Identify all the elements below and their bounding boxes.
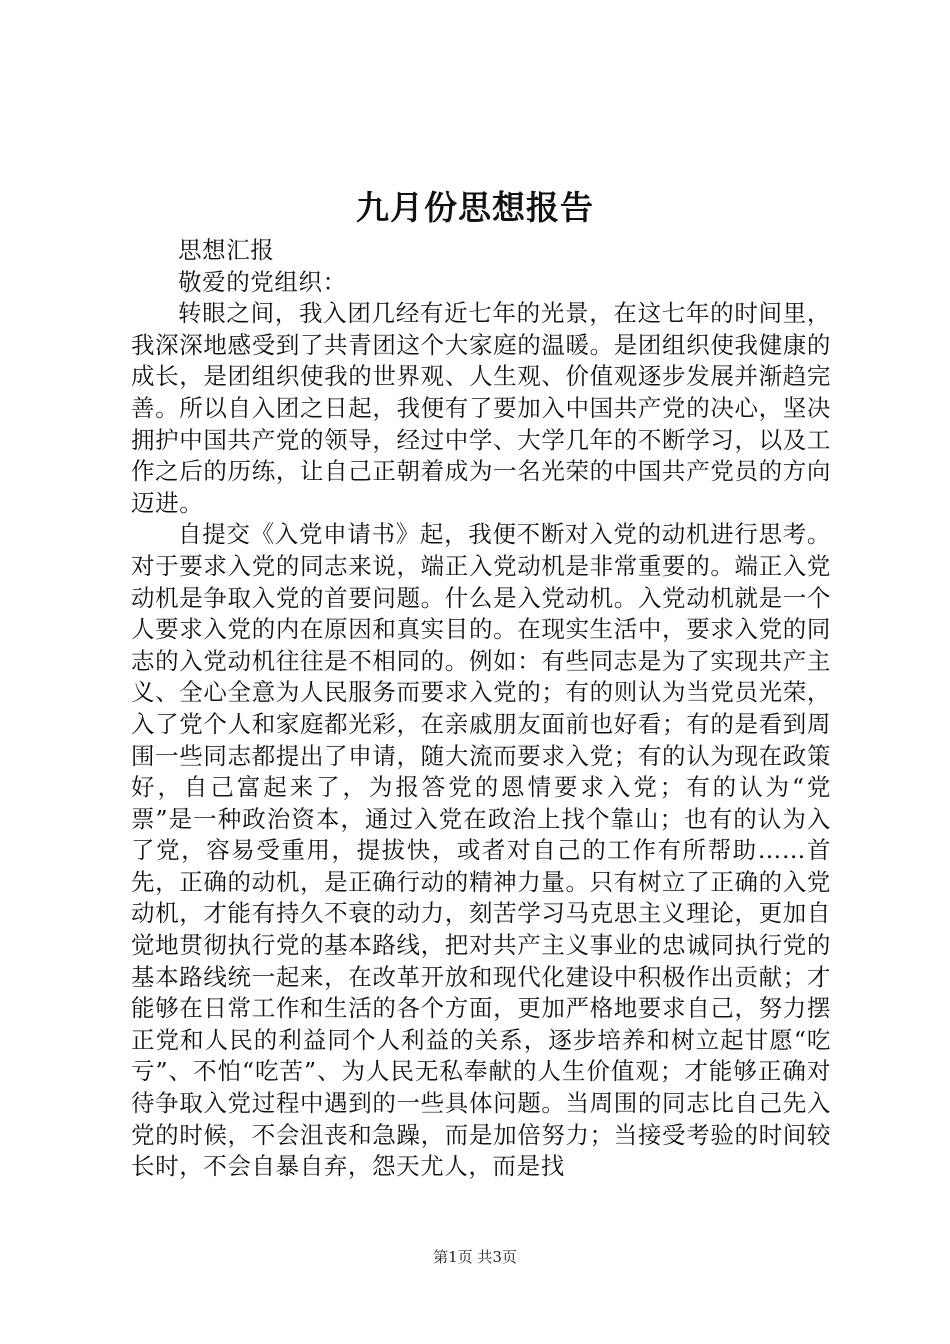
salutation-line: 敬爱的党组织：	[178, 267, 347, 296]
document-title: 九月份思想报告	[356, 188, 594, 227]
heading-line: 思想汇报	[178, 236, 275, 264]
body-paragraph: 自提交《入党申请书》起，我便不断对入党的动机进行思考。对于要求入党的同志来说，端正入党动机是非常重要的。端正入党动机是争取入党的首要问题。什么是入党动机。入党动机就是一个人要求入党的内在原因和真实目的。在现实生活中，要求入党的同志的入党动机往往是不相同的。例如：有些同志是为了实现共产主义、全心全意为人民服务而要求入党的；有的则认为当党员光荣，入了党个人和家庭都光彩，在亲戚朋友面前也好看；有的是看到周围一些同志都提出了申请，随大流而要求入党；有的认为现在政策好，自己富起来了，为报答党的恩情要求入党；有的认为“党票”是一种政治资本，通过入党在政治上找个靠山；也有的认为入了党，容易受重用，提拔快，或者对自己的工作有所帮助……首先，正确的动机，是正确行动的精神力量。只有树立了正确的入党动机，才能有持久不衰的动力，刻苦学习马克思主义理论，更加自觉地贯彻执行党的基本路线，把对共产主义事业的忠诚同执行党的基本路线统一起来，在改革开放和现代化建设中积极作出贡献；才能够在日常工作和生活的各个方面，更加严格地要求自己，努力摆正党和人民的利益同个人利益的关系，逐步培养和树立起甘愿“吃亏”、不怕“吃苦”、为人民无私奉献的人生价值观；才能够正确对待争取入党过程中遇到的一些具体问题。当周围的同志比自己先入党的时候，不会沮丧和急躁，而是加倍努力；当接受考验的时间较长时，不会自暴自弃，怨天尤人，而是找	[131, 520, 831, 1181]
page-number-footer: 第1页 共3页	[433, 1248, 517, 1266]
document-body	[131, 235, 831, 1183]
body-paragraph: 转眼之间，我入团几经有近七年的光景，在这七年的时间里，我深深地感受到了共青团这个大家庭的温暖。是团组织使我健康的成长，是团组织使我的世界观、人生观、价值观逐步发展并渐趋完善。所以自入团之日起，我便有了要加入中国共产党的决心，坚决拥护中国共产党的领导，经过中学、大学几年的不断学习，以及工作之后的历练，让自己正朝着成为一名光荣的中国共产党员的方向迈进。	[131, 299, 831, 517]
